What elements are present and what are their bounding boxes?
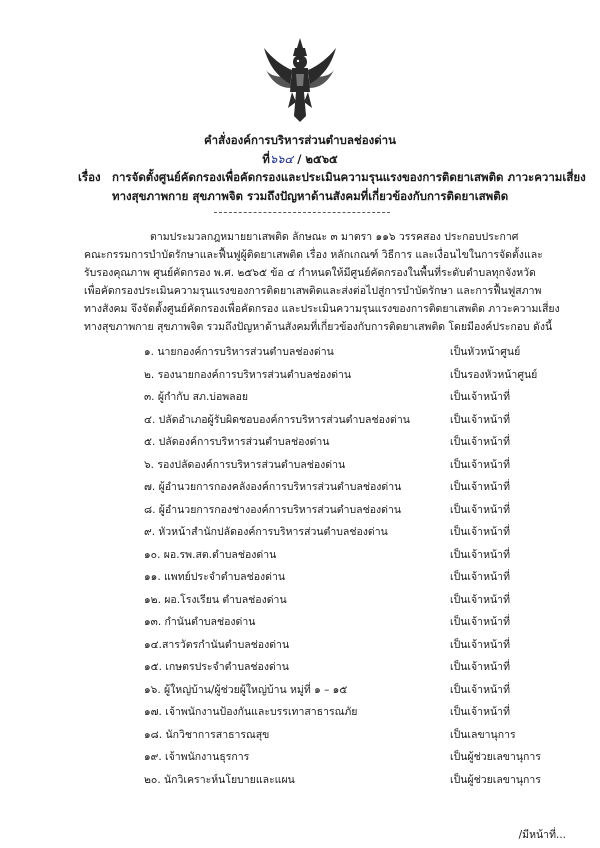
member-name: ๖. รองปลัดองค์การบริหารส่วนตำบลช่องด่าน (144, 458, 346, 471)
member-role: เป็นเจ้าหน้าที่ (450, 593, 510, 606)
subject-line-2: ทางสุขภาพกาย สุขภาพจิต รวมถึงปัญหาด้านสังคมที่เกี่ยวข้องกับการติดยาเสพติด (112, 189, 509, 203)
member-name: ๑๒. ผอ.โรงเรียน ตำบลช่องด่าน (144, 593, 287, 606)
list-item (144, 456, 564, 475)
member-role: เป็นเจ้าหน้าที่ (450, 458, 510, 471)
member-role: เป็นรองหัวหน้าศูนย์ (450, 368, 538, 381)
member-name: ๘. ผู้อำนวยการกองช่างองค์การบริหารส่วนตำบลช่องด่าน (144, 503, 402, 516)
garuda-emblem-icon (262, 36, 338, 122)
member-name: ๔. ปลัดอำเภอผู้รับผิดชอบองค์การบริหารส่วนตำบลช่องด่าน (144, 413, 410, 426)
member-role: เป็นเจ้าหน้าที่ (450, 526, 510, 538)
continued-note: /มีหน้าที่... (518, 829, 566, 841)
body-line: ทางสุขภาพกาย สุขภาพจิต รวมถึงปัญหาด้านสังคมที่เกี่ยวข้องกับการติดยาเสพติด โดยมีองค์ประกอบ ดังนี้ (84, 321, 553, 333)
member-name: ๑๑. แพทย์ประจำตำบลช่องด่าน (144, 571, 286, 583)
body-line: คณะกรรมการบำบัดรักษาและฟื้นฟูผู้ติดยาเสพติด เรื่อง หลักเกณฑ์ วิธีการ และเงื่อนไขในการจัดตั้งและ (84, 249, 543, 261)
list-item (144, 433, 564, 452)
member-name: ๑๘. นักวิชาการสาธารณสุข (144, 728, 270, 741)
member-name: ๗. ผู้อำนวยการกองคลังองค์การบริหารส่วนตำบลช่องด่าน (144, 481, 402, 493)
list-item (144, 658, 564, 677)
list-item (144, 501, 564, 520)
number-prefix: ที่ (262, 152, 270, 166)
order-number (0, 151, 600, 169)
member-role: เป็นเจ้าหน้าที่ (450, 616, 510, 628)
list-item (144, 748, 564, 767)
list-item (144, 726, 564, 745)
member-role: เป็นเจ้าหน้าที่ (450, 481, 510, 493)
list-item (144, 771, 564, 790)
member-role: เป็นหัวหน้าศูนย์ (450, 346, 521, 358)
member-name: ๑๖. ผู้ใหญ่บ้าน/ผู้ช่วยผู้ใหญ่บ้าน หมู่ที่ ๑ – ๑๕ (144, 683, 348, 696)
member-name: ๒๐. นักวิเคราะห์นโยบายและแผน (144, 773, 295, 786)
order-title: คำสั่งองค์การบริหารส่วนตำบลช่องด่าน (203, 133, 396, 147)
member-role: เป็นเจ้าหน้าที่ (450, 503, 510, 516)
number-suffix: / ๒๕๖๕ (297, 152, 338, 166)
member-name: ๓. ผู้กำกับ สภ.บ่อพลอย (144, 391, 249, 403)
member-name: ๑๗. เจ้าพนักงานป้องกันและบรรเทาสาธารณภัย (144, 706, 358, 718)
member-name: ๕. ปลัดองค์การบริหารส่วนตำบลช่องด่าน (144, 436, 330, 448)
subject-line-1: การจัดตั้งศูนย์คัดกรองเพื่อคัดกรองและประเมินความรุนแรงของการติดยาเสพติด ภาวะความเสี่ยง (112, 170, 586, 184)
list-item (144, 703, 564, 722)
member-name: ๙. หัวหน้าสำนักปลัดองค์การบริหารส่วนตำบลช่องด่าน (144, 526, 388, 538)
member-role: เป็นเจ้าหน้าที่ (450, 661, 510, 673)
member-role: เป็นเจ้าหน้าที่ (450, 683, 510, 696)
list-item (144, 478, 564, 497)
member-role: เป็นผู้ช่วยเลขานุการ (450, 751, 541, 763)
member-role: เป็นเจ้าหน้าที่ (450, 638, 510, 651)
body-line: เพื่อคัดกรองประเมินความรุนแรงของการติดยาเสพติดและส่งต่อไปสู่การบำบัดรักษา และการฟื้นฟูสภาพ (84, 285, 542, 297)
member-role: เป็นเจ้าหน้าที่ (450, 548, 510, 561)
list-item (144, 613, 564, 632)
body-line: ตามประมวลกฎหมายยาเสพติด ลักษณะ ๓ มาตรา ๑๑๖ วรรคสอง ประกอบประกาศ (150, 231, 519, 243)
member-role: เป็นเจ้าหน้าที่ (450, 706, 510, 718)
member-name: ๑๙. เจ้าพนักงานธุรการ (144, 751, 250, 763)
member-role: เป็นเจ้าหน้าที่ (450, 413, 510, 426)
list-item (144, 366, 564, 385)
list-item (144, 591, 564, 610)
member-role: เป็นเจ้าหน้าที่ (450, 436, 510, 448)
member-name: ๑๓. กำนันตำบลช่องด่าน (144, 616, 256, 628)
body-line: รับรองคุณภาพ ศูนย์คัดกรอง พ.ศ. ๒๕๖๕ ข้อ ๔ กำหนดให้มีศูนย์คัดกรองในพื้นที่ระดับตำบลทุกจังหวัด (84, 267, 536, 279)
header-divider (214, 212, 390, 213)
handwritten-number: ๖๖๔ (269, 152, 294, 166)
list-item (144, 388, 564, 407)
body-line: ทางสังคม จึงจัดตั้งศูนย์คัดกรองเพื่อคัดกรอง และประเมินความรุนแรงของการติดยาเสพติด ภาวะความเสี่ยง (84, 303, 560, 315)
list-item (144, 523, 564, 542)
member-name: ๒. รองนายกองค์การบริหารส่วนตำบลช่องด่าน (144, 368, 352, 381)
subject-label: เรื่อง (78, 170, 101, 184)
member-name: ๑๕. เกษตรประจำตำบลช่องด่าน (144, 661, 289, 673)
list-item (144, 343, 564, 362)
member-role: เป็นเจ้าหน้าที่ (450, 391, 510, 403)
list-item (144, 636, 564, 655)
list-item (144, 681, 564, 700)
member-role: เป็นเลขานุการ (450, 728, 516, 741)
member-name: ๑๐. ผอ.รพ.สต.ตำบลช่องด่าน (144, 548, 277, 561)
list-item (144, 546, 564, 565)
list-item (144, 411, 564, 430)
member-role: เป็นผู้ช่วยเลขานุการ (450, 773, 541, 786)
list-item (144, 568, 564, 587)
member-name: ๑๔.สารวัตรกำนันตำบลช่องด่าน (144, 638, 290, 651)
member-role: เป็นเจ้าหน้าที่ (450, 571, 510, 583)
member-name: ๑. นายกองค์การบริหารส่วนตำบลช่องด่าน (144, 346, 334, 358)
